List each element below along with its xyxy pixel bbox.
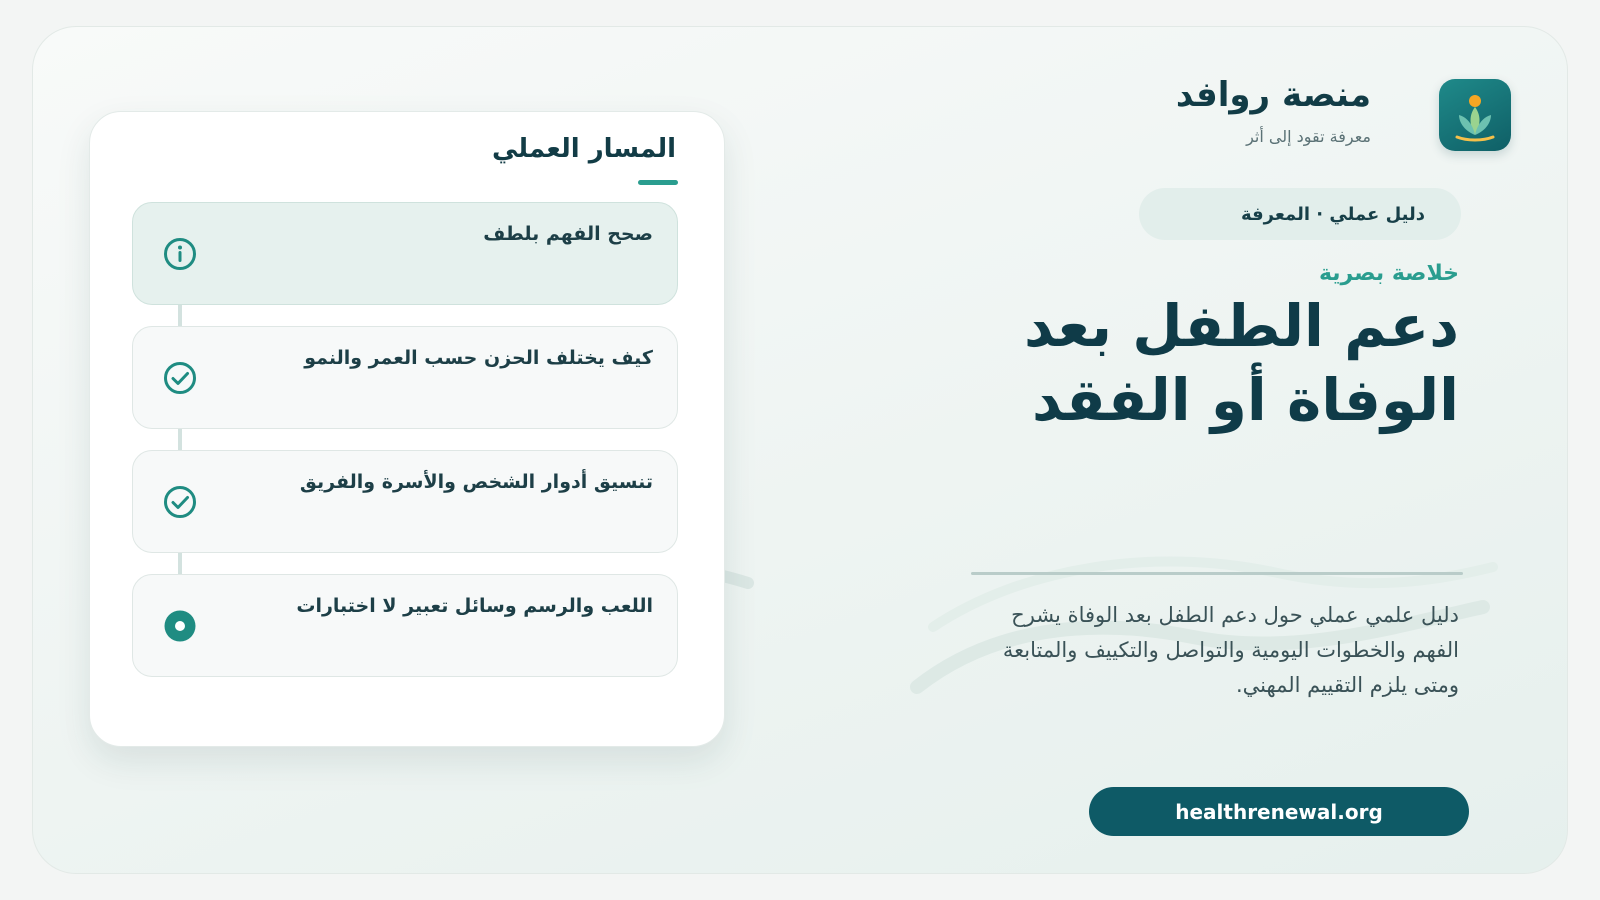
lotus-sun-icon: [1439, 79, 1511, 151]
divider: [971, 572, 1463, 575]
panel-title: المسار العملي: [491, 134, 676, 164]
step-label: تنسيق أدوار الشخص والأسرة والفريق: [299, 471, 653, 493]
step-label: اللعب والرسم وسائل تعبير لا اختبارات: [296, 595, 653, 617]
website-link-button[interactable]: healthrenewal.org: [1089, 787, 1469, 836]
content-card: [32, 26, 1568, 874]
check-circle-icon: [163, 361, 197, 395]
step-connector: [178, 304, 182, 328]
brand-name: منصة روافد: [1175, 75, 1371, 115]
step-item-3[interactable]: [132, 450, 678, 553]
check-circle-icon: [163, 485, 197, 519]
step-connector: [178, 428, 182, 452]
step-item-1[interactable]: [132, 202, 678, 305]
eyebrow-label: خلاصة بصرية: [1318, 261, 1459, 286]
description-text: دليل علمي عملي حول دعم الطفل بعد الوفاة يشرح الفهم والخطوات اليومية والتواصل والتكييف والمتابعة ومتى يلزم التقييم المهني.: [1002, 603, 1459, 697]
dot-circle-icon: [163, 609, 197, 643]
step-label: كيف يختلف الحزن حسب العمر والنمو: [304, 347, 653, 369]
step-connector: [178, 552, 182, 576]
step-item-2[interactable]: [132, 326, 678, 429]
info-icon: [163, 237, 197, 271]
practical-path-panel: [89, 111, 725, 747]
step-label: صحح الفهم بلطف: [483, 223, 653, 245]
step-item-4[interactable]: [132, 574, 678, 677]
page-title: دعم الطفل بعد الوفاة أو الفقد: [1024, 292, 1459, 434]
brand-tagline: معرفة تقود إلى أثر: [1246, 127, 1371, 146]
title-underline: [638, 180, 678, 185]
category-badge: دليل عملي · المعرفة: [1139, 188, 1461, 240]
